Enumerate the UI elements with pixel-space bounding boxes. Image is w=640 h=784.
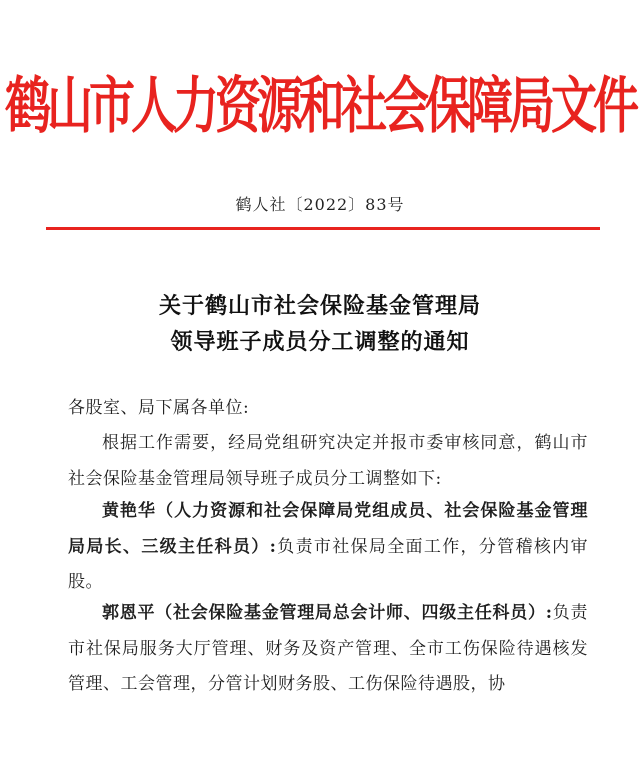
salutation: 各股室、局下属各单位: [68,398,250,418]
member-name: 黄艳华 [102,501,157,521]
notice-title-line-1: 关于鹤山市社会保险基金管理局 [158,293,481,319]
member-paragraph [68,494,588,601]
member-name: 郭恩平 [102,603,156,623]
member-duties: 负责市社保局全面工作，分管稽核内审股。 [68,536,589,592]
red-divider-line [46,227,600,230]
member-duties: 负责市社保局服务大厅管理、财务及资产管理、全市工伤保险待遇核发管理、工会管理，分管计划财务股、工伤保险待遇股，协 [68,603,588,694]
document-number: 鹤人社〔2022〕83号 [235,195,405,214]
member-role: （人力资源和社会保障局党组成员、社会保险基金管理局局长、三级主任科员）: [68,501,589,557]
member-paragraph [68,596,588,703]
issuing-authority-header: 鹤山市人力资源和社会保障局文件 [5,69,635,142]
member-role: （社会保险基金管理局总会计师、四级主任科员）: [155,603,553,623]
intro-paragraph: 根据工作需要，经局党组研究决定并报市委审核同意，鹤山市社会保险基金管理局领导班子成员分工调整如下: [68,433,588,489]
notice-title-line-2: 领导班子成员分工调整的通知 [170,329,470,355]
